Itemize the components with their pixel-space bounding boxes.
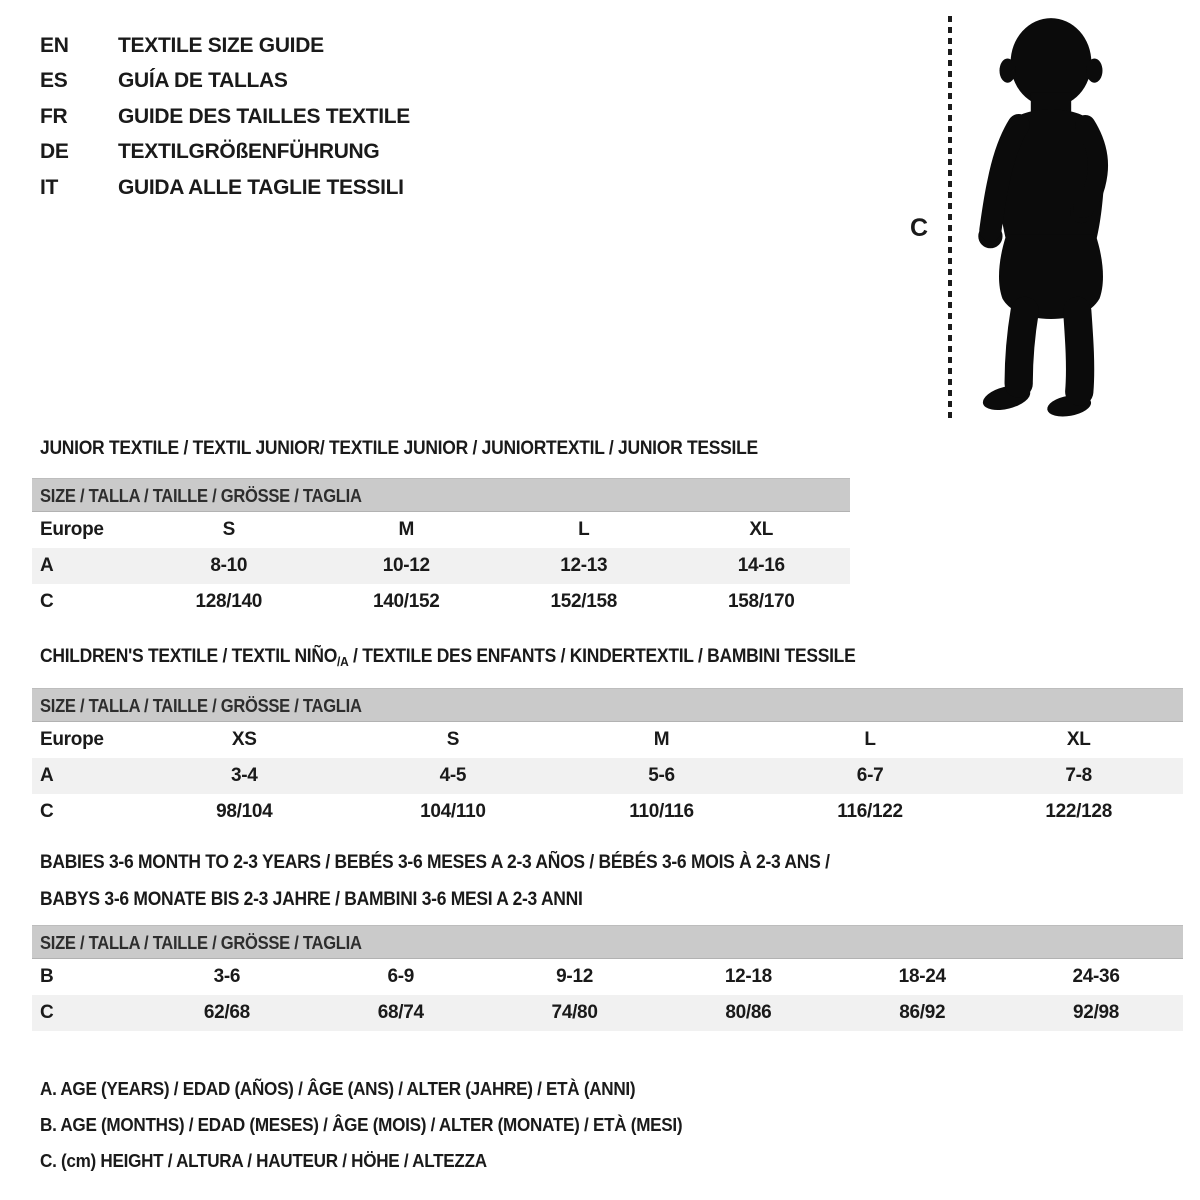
row-label: C: [40, 1002, 54, 1023]
cell-value: 14-16: [737, 555, 785, 576]
language-title: GUIDA ALLE TAGLIE TESSILI: [118, 175, 404, 199]
cell-value: 24-36: [1072, 966, 1120, 987]
cell-value: 116/122: [837, 801, 903, 822]
table-row-height: [32, 794, 1183, 830]
language-row-fr: [40, 99, 410, 135]
cell-value: L: [578, 519, 590, 540]
cell-value: XS: [231, 729, 257, 750]
section-title-babies: [40, 844, 898, 918]
table-row-height: [32, 584, 850, 620]
language-code: DE: [40, 140, 69, 164]
row-label: Europe: [40, 729, 104, 750]
size-header-text: SIZE / TALLA / TAILLE / GRÖSSE / TAGLIA: [40, 696, 362, 716]
language-code: IT: [40, 175, 59, 199]
cell-value: 152/158: [550, 591, 618, 612]
language-code: EN: [40, 33, 69, 57]
language-row-es: [40, 64, 410, 100]
cell-value: 62/68: [203, 1002, 250, 1023]
size-header-text: SIZE / TALLA / TAILLE / GRÖSSE / TAGLIA: [40, 486, 362, 506]
cell-value: 6-7: [856, 765, 884, 786]
language-title-list: [40, 28, 410, 206]
cell-value: 128/140: [195, 591, 263, 612]
cell-value: 3-4: [231, 765, 258, 786]
cell-value: XL: [749, 519, 774, 540]
size-table-header: [32, 925, 1183, 959]
measure-label-c: C: [910, 214, 929, 242]
row-label: A: [40, 765, 54, 786]
cell-value: L: [864, 729, 876, 750]
cell-value: 92/98: [1073, 1002, 1120, 1023]
legend-line-c-text: C. (cm) HEIGHT / ALTURA / HAUTEUR / HÖHE / ALTEZZA: [40, 1151, 487, 1171]
measurement-legend: [40, 1071, 716, 1179]
cell-value: 18-24: [898, 966, 946, 987]
size-table-children: [32, 688, 1183, 830]
table-row-europe: [32, 512, 850, 548]
legend-line-b: [40, 1107, 716, 1143]
cell-value: 110/116: [629, 801, 694, 822]
cell-value: 80/86: [725, 1002, 772, 1023]
children-title-rest: / TEXTILE DES ENFANTS / KINDERTEXTIL / BAMBINI TESSILE: [348, 646, 856, 667]
cell-value: 86/92: [899, 1002, 946, 1023]
cell-value: S: [446, 729, 460, 750]
cell-value: 12-18: [724, 966, 772, 987]
language-title: TEXTILGRÖßENFÜHRUNG: [118, 140, 380, 164]
language-code: FR: [40, 104, 68, 128]
cell-value: 74/80: [551, 1002, 598, 1023]
cell-value: 158/170: [727, 591, 795, 612]
size-table-header: [32, 478, 850, 512]
size-table-header: [32, 688, 1183, 722]
cell-value: 104/110: [420, 801, 486, 822]
size-table-junior: [32, 478, 850, 620]
cell-value: 7-8: [1065, 765, 1092, 786]
height-measure-dashed-line: [948, 16, 952, 420]
section-title-junior-text: JUNIOR TEXTILE / TEXTIL JUNIOR/ TEXTILE JUNIOR / JUNIORTEXTIL / JUNIOR TESSILE: [40, 438, 758, 459]
legend-line-b-text: B. AGE (MONTHS) / EDAD (MESES) / ÂGE (MOIS) / ALTER (MONATE) / ETÀ (MESI): [40, 1115, 683, 1135]
language-row-en: [40, 28, 410, 64]
cell-value: S: [222, 519, 235, 540]
cell-value: M: [398, 519, 415, 540]
legend-line-a-text: A. AGE (YEARS) / EDAD (AÑOS) / ÂGE (ANS) / ALTER (JAHRE) / ETÀ (ANNI): [40, 1079, 636, 1099]
cell-value: 9-12: [556, 966, 593, 987]
toddler-silhouette-icon: [956, 8, 1148, 424]
cell-value: 12-13: [560, 555, 608, 576]
language-row-de: [40, 135, 410, 171]
row-label: Europe: [40, 519, 104, 540]
language-title: TEXTILE SIZE GUIDE: [118, 33, 324, 57]
cell-value: 8-10: [210, 555, 248, 576]
cell-value: 122/128: [1045, 801, 1112, 822]
cell-value: 6-9: [387, 966, 415, 987]
row-label: A: [40, 555, 54, 576]
legend-line-a: [40, 1071, 716, 1107]
babies-title-line1: BABIES 3-6 MONTH TO 2-3 YEARS / BEBÉS 3-6 MESES A 2-3 AÑOS / BÉBÉS 3-6 MOIS À 2-3 ANS /: [40, 852, 830, 873]
table-row-height: [32, 995, 1183, 1031]
table-row-months: [32, 959, 1183, 995]
children-title-main: CHILDREN'S TEXTILE / TEXTIL NIÑO: [40, 646, 338, 667]
section-title-children-text: [40, 646, 855, 669]
section-title-children: [40, 646, 926, 669]
table-row-europe: [32, 722, 1183, 758]
table-row-age: [32, 758, 1183, 794]
cell-value: 3-6: [213, 966, 241, 987]
babies-title-line2: BABYS 3-6 MONATE BIS 2-3 JAHRE / BAMBINI 3-6 MESI A 2-3 ANNI: [40, 889, 583, 910]
row-label: C: [40, 591, 54, 612]
language-code: ES: [40, 69, 68, 93]
cell-value: 98/104: [216, 801, 273, 822]
size-header-text: SIZE / TALLA / TAILLE / GRÖSSE / TAGLIA: [40, 933, 362, 953]
section-title-junior: [40, 438, 820, 460]
cell-value: 10-12: [382, 555, 430, 576]
size-table-babies: [32, 925, 1183, 1031]
language-title: GUÍA DE TALLAS: [118, 69, 288, 93]
language-title: GUIDE DES TAILLES TEXTILE: [118, 104, 410, 128]
cell-value: 68/74: [377, 1002, 424, 1023]
language-row-it: [40, 170, 410, 206]
table-row-age: [32, 548, 850, 584]
legend-line-c: [40, 1143, 716, 1179]
cell-value: 140/152: [372, 591, 440, 612]
cell-value: 4-5: [439, 765, 467, 786]
cell-value: 5-6: [648, 765, 675, 786]
children-title-sub: /A: [337, 654, 349, 669]
row-label: C: [40, 801, 54, 822]
cell-value: M: [653, 729, 670, 750]
cell-value: XL: [1066, 729, 1091, 750]
row-label: B: [40, 966, 54, 987]
